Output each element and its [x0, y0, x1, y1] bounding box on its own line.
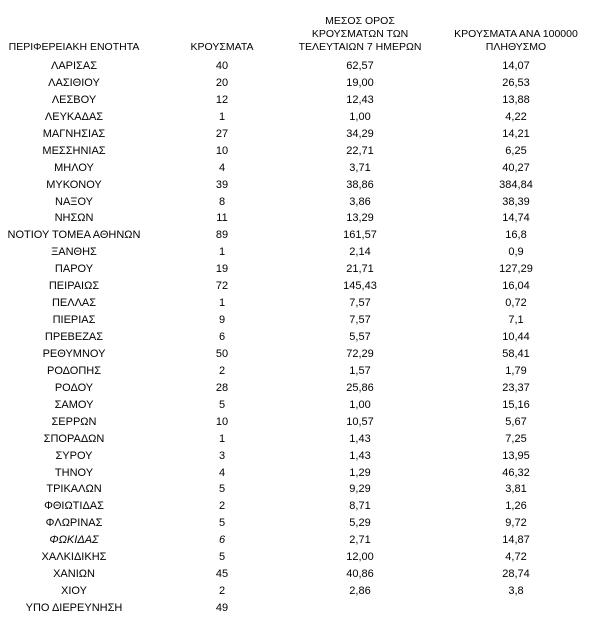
- table-row: [0, 515, 600, 532]
- cell-avg7: 1,57: [349, 364, 371, 377]
- cell-avg7: 7,57: [349, 297, 371, 310]
- table-header: [0, 6, 600, 54]
- cell-region: ΜΑΓΝΗΣΙΑΣ: [42, 127, 106, 140]
- cell-region: ΥΠΟ ΔΙΕΡΕΥΝΗΣΗ: [25, 602, 123, 614]
- cell-region: ΦΘΙΩΤΙΔΑΣ: [44, 500, 104, 513]
- table-row: [0, 58, 600, 75]
- cell-cases: 9: [218, 314, 226, 327]
- cell-region: ΠΕΛΛΑΣ: [51, 297, 97, 310]
- cell-per100k: 13,88: [502, 93, 530, 106]
- table-row: [0, 109, 600, 126]
- cell-cases: 3: [218, 449, 226, 462]
- cell-cases: 1: [218, 110, 226, 123]
- table-row: [0, 278, 600, 295]
- cell-avg7: 40,86: [346, 568, 374, 581]
- cell-per100k: 14,07: [502, 60, 530, 72]
- cell-per100k: 6,25: [505, 144, 527, 157]
- cell-per100k: 14,74: [502, 212, 530, 225]
- cell-region: ΧΑΝΙΩΝ: [53, 568, 95, 581]
- cell-cases: 5: [218, 483, 226, 496]
- table-row: [0, 549, 600, 566]
- cell-region: ΡΟΔΟΥ: [54, 381, 94, 394]
- cell-cases: 2: [218, 364, 226, 377]
- cell-per100k: 4,22: [505, 110, 527, 123]
- cell-avg7: 7,57: [349, 314, 371, 327]
- cell-per100k: 5,67: [505, 415, 527, 428]
- cell-cases: 1: [218, 432, 226, 445]
- cell-avg7: 1,43: [349, 432, 371, 445]
- table-row: [0, 583, 600, 600]
- cell-cases: 40: [215, 60, 229, 72]
- cell-cases: 6: [218, 534, 226, 547]
- cell-avg7: 10,57: [346, 415, 374, 428]
- cell-region: ΣΠΟΡΑΔΩΝ: [43, 432, 105, 445]
- cell-cases: 49: [215, 602, 229, 614]
- cell-per100k: 10,44: [502, 331, 530, 343]
- cell-cases: 12: [215, 93, 229, 106]
- cell-avg7: 1,43: [349, 449, 371, 462]
- cell-region: ΠΕΙΡΑΙΩΣ: [48, 280, 100, 293]
- table-row: [0, 210, 600, 227]
- cell-avg7: 1,29: [349, 466, 371, 479]
- header-avg7-line: ΜΕΣΟΣ ΟΡΟΣ: [325, 15, 395, 27]
- cell-per100k: 28,74: [502, 568, 530, 581]
- cell-region: ΣΥΡΟΥ: [55, 449, 93, 462]
- cell-avg7: 38,86: [346, 178, 374, 191]
- table-row: [0, 92, 600, 109]
- cell-avg7: 2,86: [349, 585, 371, 598]
- table-row: [0, 227, 600, 244]
- table-row: [0, 244, 600, 261]
- cell-avg7: 34,29: [346, 127, 374, 140]
- cell-cases: 5: [218, 517, 226, 530]
- table-body: [0, 58, 600, 617]
- cell-cases: 8: [218, 195, 226, 208]
- cell-per100k: 3,8: [508, 585, 524, 598]
- table-row: [0, 363, 600, 380]
- cell-region: ΠΙΕΡΙΑΣ: [52, 314, 96, 327]
- table-row: [0, 532, 600, 549]
- cell-region: ΜΗΛΟΥ: [54, 161, 94, 174]
- cell-per100k: 40,27: [502, 161, 530, 174]
- cell-cases: 4: [218, 466, 226, 479]
- cell-cases: 28: [215, 381, 229, 394]
- table-row: [0, 194, 600, 211]
- cell-avg7: 19,00: [346, 76, 374, 89]
- cases-table: [0, 6, 600, 617]
- cell-region: ΛΑΡΙΣΑΣ: [50, 60, 97, 72]
- table-row: [0, 414, 600, 431]
- cell-region: ΧΑΛΚΙΔΙΚΗΣ: [41, 551, 107, 564]
- cell-region: ΛΑΣΙΘΙΟΥ: [48, 76, 100, 89]
- table-row: [0, 346, 600, 363]
- cell-cases: 72: [215, 280, 229, 293]
- cell-region: ΜΕΣΣΗΝΙΑΣ: [42, 144, 106, 157]
- cell-cases: 4: [218, 161, 226, 174]
- cell-avg7: 145,43: [343, 280, 377, 293]
- cell-per100k: 14,21: [502, 127, 530, 140]
- header-per100k: [434, 28, 598, 54]
- cell-avg7: 5,57: [349, 331, 371, 343]
- table-row: [0, 312, 600, 329]
- cell-avg7: 22,71: [346, 144, 374, 157]
- cell-avg7: 1,00: [349, 398, 371, 411]
- cell-region: ΠΡΕΒΕΖΑΣ: [44, 331, 104, 343]
- cell-cases: 50: [215, 347, 229, 360]
- cell-region: ΞΑΝΘΗΣ: [51, 246, 97, 259]
- table-row: [0, 261, 600, 278]
- cell-avg7: 12,43: [346, 93, 374, 106]
- cell-per100k: 3,81: [505, 483, 527, 496]
- table-row: [0, 143, 600, 160]
- cell-region: ΧΙΟΥ: [61, 585, 87, 598]
- cell-per100k: 1,79: [505, 364, 527, 377]
- cell-cases: 10: [215, 144, 229, 157]
- cell-per100k: 16,8: [505, 229, 527, 242]
- cell-region: ΝΗΣΩΝ: [54, 212, 94, 225]
- cell-region: ΝΟΤΙΟΥ ΤΟΜΕΑ ΑΘΗΝΩΝ: [7, 229, 141, 242]
- cell-cases: 5: [218, 551, 226, 564]
- cell-region: ΦΩΚΙΔΑΣ: [49, 534, 99, 547]
- table-row: [0, 295, 600, 312]
- cell-region: ΝΑΞΟΥ: [55, 195, 93, 208]
- cell-per100k: 7,25: [505, 432, 527, 445]
- table-row: [0, 177, 600, 194]
- cell-region: ΜΥΚΟΝΟΥ: [46, 178, 102, 191]
- cell-cases: 1: [218, 297, 226, 310]
- cell-per100k: 4,72: [505, 551, 527, 564]
- cell-per100k: 127,29: [499, 263, 533, 276]
- cell-cases: 45: [215, 568, 229, 581]
- table-row: [0, 160, 600, 177]
- cell-avg7: 2,71: [349, 534, 371, 547]
- table-row: [0, 380, 600, 397]
- cell-region: ΛΕΥΚΑΔΑΣ: [44, 110, 104, 123]
- table-row: [0, 465, 600, 482]
- cell-per100k: 384,84: [499, 178, 533, 191]
- cell-region: ΣΕΡΡΩΝ: [51, 415, 97, 428]
- cell-avg7: 9,29: [349, 483, 371, 496]
- table-row: [0, 481, 600, 498]
- cell-cases: 19: [215, 263, 229, 276]
- cell-per100k: 14,87: [502, 534, 530, 547]
- cell-region: ΦΛΩΡΙΝΑΣ: [45, 517, 103, 530]
- cell-per100k: 26,53: [502, 76, 530, 89]
- cell-cases: 39: [215, 178, 229, 191]
- cell-avg7: 62,57: [346, 60, 374, 72]
- cell-per100k: 38,39: [502, 195, 530, 208]
- cell-region: ΤΗΝΟΥ: [54, 466, 94, 479]
- cell-avg7: 21,71: [346, 263, 374, 276]
- cell-region: ΤΡΙΚΑΛΩΝ: [46, 483, 102, 496]
- cell-avg7: 8,71: [349, 500, 371, 513]
- header-per100k-line: ΚΡΟΥΣΜΑΤΑ ΑΝΑ 100000: [454, 28, 578, 40]
- cell-region: ΛΕΣΒΟΥ: [51, 93, 97, 106]
- header-region: ΠΕΡΙΦΕΡΕΙΑΚΗ ΕΝΟΤΗΤΑ: [8, 41, 140, 53]
- cell-cases: 11: [216, 212, 228, 225]
- cell-cases: 1: [218, 246, 226, 259]
- table-row: [0, 431, 600, 448]
- table-row: [0, 498, 600, 515]
- cell-avg7: 3,71: [349, 161, 371, 174]
- cell-cases: 2: [218, 585, 226, 598]
- cell-cases: 27: [215, 127, 229, 140]
- header-per100k-line: ΠΛΗΘΥΣΜΟ: [485, 41, 547, 53]
- cell-per100k: 7,1: [508, 314, 524, 327]
- table-row: [0, 329, 600, 346]
- header-avg7-line: ΤΕΛΕΥΤΑΙΩΝ 7 ΗΜΕΡΩΝ: [298, 41, 422, 53]
- cell-per100k: 0,9: [508, 246, 524, 259]
- table-row: [0, 75, 600, 92]
- cell-region: ΡΕΘΥΜΝΟΥ: [42, 347, 106, 360]
- cell-avg7: 5,29: [349, 517, 371, 530]
- cell-avg7: 161,57: [343, 229, 377, 242]
- cell-per100k: 46,32: [502, 466, 530, 479]
- cell-per100k: 1,26: [505, 500, 527, 513]
- cell-per100k: 16,04: [502, 280, 530, 293]
- header-cases: ΚΡΟΥΣΜΑΤΑ: [190, 41, 254, 53]
- cell-avg7: 2,14: [349, 246, 371, 259]
- cell-per100k: 13,95: [502, 449, 530, 462]
- cell-avg7: 13,29: [346, 212, 374, 225]
- cell-region: ΡΟΔΟΠΗΣ: [46, 364, 102, 377]
- cell-cases: 20: [215, 76, 229, 89]
- cell-avg7: 1,00: [349, 110, 371, 123]
- cell-per100k: 15,16: [502, 398, 530, 411]
- cell-per100k: 23,37: [502, 381, 530, 394]
- cell-region: ΣΑΜΟΥ: [54, 398, 94, 411]
- cell-region: ΠΑΡΟΥ: [54, 263, 94, 276]
- cell-cases: 89: [215, 229, 229, 242]
- cell-cases: 6: [218, 331, 226, 343]
- cell-cases: 10: [215, 415, 229, 428]
- cell-per100k: 9,72: [505, 517, 527, 530]
- cell-avg7: 25,86: [346, 381, 374, 394]
- table-row: [0, 600, 600, 617]
- cell-cases: 2: [218, 500, 226, 513]
- cell-avg7: 12,00: [346, 551, 374, 564]
- table-row: [0, 397, 600, 414]
- header-avg7: [290, 15, 430, 54]
- cell-avg7: 72,29: [346, 347, 374, 360]
- table-row: [0, 126, 600, 143]
- cell-per100k: 0,72: [505, 297, 527, 310]
- header-avg7-line: ΚΡΟΥΣΜΑΤΩΝ ΤΩΝ: [311, 28, 409, 40]
- table-row: [0, 566, 600, 583]
- cell-cases: 5: [218, 398, 226, 411]
- cell-per100k: 58,41: [502, 347, 530, 360]
- table-row: [0, 448, 600, 465]
- cell-avg7: 3,86: [349, 195, 371, 208]
